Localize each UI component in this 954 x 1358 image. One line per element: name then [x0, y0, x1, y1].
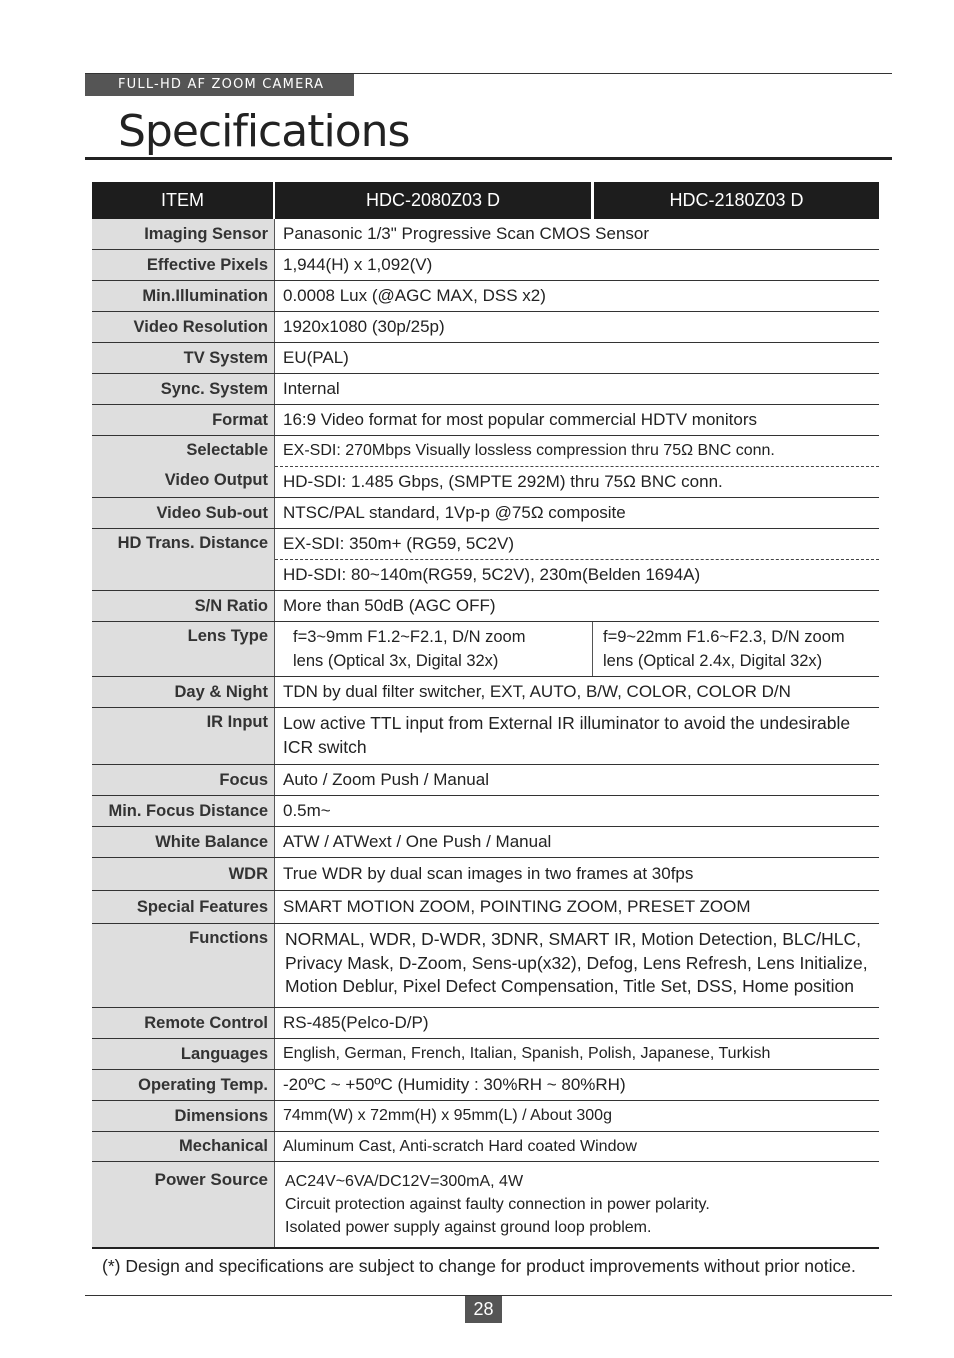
value-line: NORMAL, WDR, D-WDR, 3DNR, SMART IR, Motion Detection, BLC/HLC, — [285, 929, 861, 949]
table-row — [92, 891, 879, 924]
row-label: S/N Ratio — [92, 591, 275, 621]
row-label: Video Sub-out — [92, 498, 275, 528]
row-value: Internal — [283, 379, 340, 398]
row-label: Dimensions — [92, 1101, 275, 1131]
row-value: 0.0008 Lux (@AGC MAX, DSS x2) — [283, 286, 546, 305]
value-line: AC24V~6VA/DC12V=300mA, 4W — [285, 1173, 524, 1190]
row-label: White Balance — [92, 827, 275, 857]
row-value: TDN by dual filter switcher, EXT, AUTO, B/W, COLOR, COLOR D/N — [283, 682, 791, 701]
row-value: RS-485(Pelco-D/P) — [283, 1013, 429, 1032]
row-label-line: Selectable — [186, 441, 268, 459]
table-row — [92, 924, 879, 1008]
model1-cell — [275, 622, 593, 676]
value-line: EX-SDI: 350m+ (RG59, 5C2V) — [275, 529, 879, 560]
value-line: f=3~9mm F1.2~F2.1, D/N zoom — [293, 628, 526, 646]
row-label — [92, 436, 275, 497]
table-row — [92, 765, 879, 796]
row-value — [275, 1162, 879, 1247]
row-value: 1,944(H) x 1,092(V) — [283, 255, 433, 274]
table-row — [92, 1008, 879, 1039]
product-tag: FULL-HD AF ZOOM CAMERA — [85, 74, 354, 96]
table-row — [92, 312, 879, 343]
table-row — [92, 827, 879, 858]
table-header — [92, 182, 879, 219]
row-label: Remote Control — [92, 1008, 275, 1038]
row-label: Imaging Sensor — [92, 219, 275, 249]
value-line: ICR switch — [283, 736, 367, 757]
row-label: WDR — [92, 858, 275, 890]
table-row — [92, 677, 879, 708]
row-value: 74mm(W) x 72mm(H) x 95mm(L) / About 300g — [283, 1107, 612, 1124]
row-value — [275, 436, 879, 497]
page-number: 28 — [465, 1296, 502, 1323]
model2-cell — [593, 622, 879, 676]
row-label: Format — [92, 405, 275, 435]
value-line: EX-SDI: 270Mbps Visually lossless compression thru 75Ω BNC conn. — [275, 436, 879, 467]
footnote: (*) Design and specifications are subject to change for product improvements without prior notice. — [102, 1256, 856, 1276]
row-value: Aluminum Cast, Anti-scratch Hard coated Window — [283, 1137, 637, 1155]
column-header-model1: HDC-2080Z03 D — [275, 182, 591, 219]
row-label: Lens Type — [92, 622, 275, 676]
page-title: Specifications — [118, 106, 410, 157]
table-row — [92, 796, 879, 827]
value-line: HD-SDI: 80~140m(RG59, 5C2V), 230m(Belden 1694A) — [283, 565, 701, 584]
table-row — [92, 622, 879, 677]
value-line: f=9~22mm F1.6~F2.3, D/N zoom — [603, 628, 845, 646]
row-label: Functions — [92, 924, 275, 1007]
value-line: Isolated power supply against ground loop problem. — [285, 1219, 652, 1236]
table-row — [92, 498, 879, 529]
value-line: Motion Deblur, Pixel Defect Compensation, Title Set, DSS, Home position — [285, 976, 855, 996]
row-value: True WDR by dual scan images in two frames at 30fps — [283, 864, 694, 883]
row-value: English, German, French, Italian, Spanish, Polish, Japanese, Turkish — [283, 1045, 771, 1062]
table-row — [92, 281, 879, 312]
row-value — [275, 708, 879, 764]
row-label: Effective Pixels — [92, 250, 275, 280]
row-value: More than 50dB (AGC OFF) — [283, 596, 496, 615]
row-label: HD Trans. Distance — [92, 529, 275, 590]
value-line: Privacy Mask, D-Zoom, Sens-up(x32), Defog, Lens Refresh, Lens Initialize, — [285, 952, 868, 973]
row-label: Min. Focus Distance — [92, 796, 275, 826]
row-value: ATW / ATWext / One Push / Manual — [283, 832, 552, 851]
row-label: Operating Temp. — [92, 1070, 275, 1100]
row-value: -20ºC ~ +50ºC (Humidity : 30%RH ~ 80%RH) — [283, 1075, 626, 1094]
row-value: Panasonic 1/3" Progressive Scan CMOS Sensor — [283, 224, 650, 243]
row-value: 16:9 Video format for most popular commercial HDTV monitors — [283, 410, 757, 429]
value-line: lens (Optical 2.4x, Digital 32x) — [603, 652, 823, 670]
table-row — [92, 436, 879, 498]
row-value: SMART MOTION ZOOM, POINTING ZOOM, PRESET ZOOM — [283, 897, 751, 916]
table-row — [92, 343, 879, 374]
row-value — [275, 529, 879, 590]
row-label: Sync. System — [92, 374, 275, 404]
specifications-table — [92, 182, 879, 1249]
row-label: Day & Night — [92, 677, 275, 707]
table-row — [92, 1101, 879, 1132]
row-label: Power Source — [92, 1162, 275, 1247]
value-line: lens (Optical 3x, Digital 32x) — [293, 652, 499, 670]
row-value: 1920x1080 (30p/25p) — [283, 317, 445, 336]
value-line: Low active TTL input from External IR illuminator to avoid the undesirable — [283, 713, 851, 733]
row-label: Languages — [92, 1039, 275, 1069]
row-label: Video Resolution — [92, 312, 275, 342]
row-value: 0.5m~ — [283, 801, 331, 820]
column-header-model2: HDC-2180Z03 D — [594, 182, 879, 219]
table-row — [92, 374, 879, 405]
row-label: Special Features — [92, 891, 275, 923]
value-line: Circuit protection against faulty connection in power polarity. — [285, 1196, 710, 1213]
table-row — [92, 1070, 879, 1101]
table-row — [92, 708, 879, 765]
table-row — [92, 529, 879, 591]
row-label: Min.Illumination — [92, 281, 275, 311]
table-row — [92, 1132, 879, 1162]
value-line: HD-SDI: 1.485 Gbps, (SMPTE 292M) thru 75Ω BNC conn. — [283, 472, 723, 491]
column-header-item: ITEM — [92, 182, 273, 219]
table-row — [92, 405, 879, 436]
table-row — [92, 1162, 879, 1249]
row-value — [275, 924, 879, 1007]
row-value: EU(PAL) — [283, 348, 349, 367]
row-label: TV System — [92, 343, 275, 373]
row-label: IR Input — [92, 708, 275, 764]
table-row — [92, 219, 879, 250]
table-row — [92, 250, 879, 281]
row-label: Mechanical — [92, 1132, 275, 1161]
row-value-split — [275, 622, 879, 676]
table-row — [92, 1039, 879, 1070]
table-row — [92, 858, 879, 891]
row-label-line: Video Output — [164, 471, 268, 489]
row-value: NTSC/PAL standard, 1Vp-p @75Ω composite — [283, 503, 626, 522]
table-row — [92, 591, 879, 622]
row-label: Focus — [92, 765, 275, 795]
row-value: Auto / Zoom Push / Manual — [283, 770, 489, 789]
title-rule — [85, 157, 892, 160]
